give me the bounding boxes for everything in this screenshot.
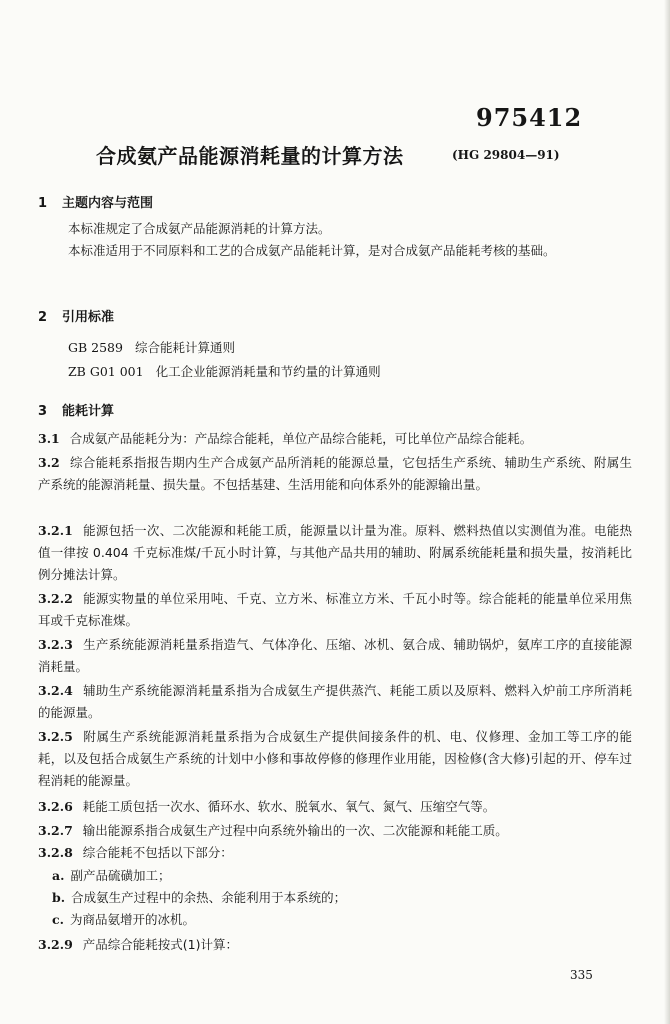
clause-3-2 bbox=[38, 452, 632, 496]
list-label: c. bbox=[52, 912, 64, 927]
clause-text: 生产系统能源消耗量系指造气、气体净化、压缩、冰机、氨合成、辅助锅炉，氨库工序的直接能源消耗量。 bbox=[38, 637, 632, 674]
list-text: 副产品硫磺加工； bbox=[70, 868, 171, 883]
clause-text: 能源包括一次、二次能源和耗能工质，能源量以计量为准。原料、燃料热值以实测值为准。电能热值一律按 0.404 千克标准煤/千瓦小时计算，与其他产品共用的辅助、附属系统能耗量和损失量，按消耗比例分摊法计算。 bbox=[38, 523, 632, 582]
section-title: 能耗计算 bbox=[62, 404, 115, 419]
list-item bbox=[52, 866, 170, 884]
paragraph: 本标准适用于不同原料和工艺的合成氨产品能耗计算，是对合成氨产品能耗考核的基础。 bbox=[68, 243, 556, 258]
page-number: 335 bbox=[570, 968, 593, 982]
clause-text: 辅助生产系统能源消耗量系指为合成氨生产提供蒸汽、耗能工质以及原料、燃料入炉前工序所消耗的能源量。 bbox=[38, 683, 632, 720]
list-item bbox=[52, 910, 195, 928]
paragraph: 本标准规定了合成氨产品能源消耗的计算方法。 bbox=[68, 221, 331, 236]
list-item bbox=[52, 888, 346, 906]
clause-text: 能源实物量的单位采用吨、千克、立方米、标准立方米、千瓦小时等。综合能耗的能量单位采用焦耳或千克标准煤。 bbox=[38, 591, 632, 628]
list-text: 为商品氨增开的冰机。 bbox=[69, 912, 195, 927]
clause-number: 3.2.9 bbox=[38, 937, 73, 952]
clause-text: 产品综合能耗按式(1)计算： bbox=[82, 937, 239, 952]
reference-item bbox=[68, 338, 235, 356]
reference-code: GB 2589 bbox=[68, 340, 123, 355]
clause-3-2-6 bbox=[38, 796, 632, 818]
document-number: 975412 bbox=[476, 103, 583, 132]
clause-3-2-5 bbox=[38, 726, 632, 792]
clause-number: 3.2.6 bbox=[38, 799, 73, 814]
section-3-heading bbox=[38, 400, 114, 419]
scan-edge-shadow bbox=[664, 0, 670, 1024]
list-label: a. bbox=[52, 868, 65, 883]
reference-name: 化工企业能源消耗量和节约量的计算通则 bbox=[155, 364, 381, 379]
section-number: 1 bbox=[38, 196, 48, 211]
clause-text: 合成氨产品能耗分为：产品综合能耗，单位产品综合能耗，可比单位产品综合能耗。 bbox=[69, 431, 533, 446]
reference-name: 综合能耗计算通则 bbox=[134, 340, 235, 355]
list-label: b. bbox=[52, 890, 66, 905]
section-title: 引用标准 bbox=[62, 310, 115, 325]
clause-number: 3.2.2 bbox=[38, 591, 73, 606]
clause-number: 3.2.1 bbox=[38, 523, 73, 538]
section-number: 2 bbox=[38, 310, 48, 325]
clause-number: 3.2 bbox=[38, 455, 60, 470]
clause-text: 输出能源系指合成氨生产过程中向系统外输出的一次、二次能源和耗能工质。 bbox=[82, 823, 508, 838]
section-title: 主题内容与范围 bbox=[62, 196, 154, 211]
clause-number: 3.1 bbox=[38, 431, 60, 446]
clause-text: 附属生产系统能源消耗量系指为合成氨生产提供间接条件的机、电、仪修理、金加工等工序的能耗，以及包括合成氨生产系统的计划中小修和事故停修的修理作业用能，因检修(含大修)引起的开、停车过程消耗的能源量。 bbox=[38, 729, 632, 788]
clause-3-2-9 bbox=[38, 934, 632, 956]
document-title: 合成氨产品能源消耗量的计算方法 bbox=[96, 144, 404, 168]
clause-number: 3.2.4 bbox=[38, 683, 73, 698]
clause-text: 综合能耗不包括以下部分： bbox=[82, 845, 233, 860]
clause-number: 3.2.5 bbox=[38, 729, 73, 744]
section-number: 3 bbox=[38, 404, 48, 419]
list-text: 合成氨生产过程中的余热、余能利用于本系统的； bbox=[71, 890, 347, 905]
clause-3-2-1 bbox=[38, 520, 632, 586]
reference-code: ZB G01 001 bbox=[68, 364, 144, 379]
clause-3-2-7 bbox=[38, 820, 632, 842]
clause-3-2-4 bbox=[38, 680, 632, 724]
section-1-heading bbox=[38, 192, 153, 211]
clause-3-2-2 bbox=[38, 588, 632, 632]
clause-text: 综合能耗系指报告期内生产合成氨产品所消耗的能源总量，它包括生产系统、辅助生产系统、附属生产系统的能源消耗量、损失量。不包括基建、生活用能和向体系外的能源输出量。 bbox=[38, 455, 632, 492]
clause-number: 3.2.7 bbox=[38, 823, 73, 838]
clause-number: 3.2.3 bbox=[38, 637, 73, 652]
clause-3-2-3 bbox=[38, 634, 632, 678]
clause-3-1 bbox=[38, 428, 632, 450]
clause-3-2-8 bbox=[38, 842, 632, 864]
clause-text: 耗能工质包括一次水、循环水、软水、脱氧水、氧气、氮气、压缩空气等。 bbox=[82, 799, 496, 814]
standard-code: (HG 29804—91) bbox=[452, 148, 560, 162]
clause-number: 3.2.8 bbox=[38, 845, 73, 860]
reference-item bbox=[68, 362, 381, 380]
section-2-heading bbox=[38, 306, 114, 325]
